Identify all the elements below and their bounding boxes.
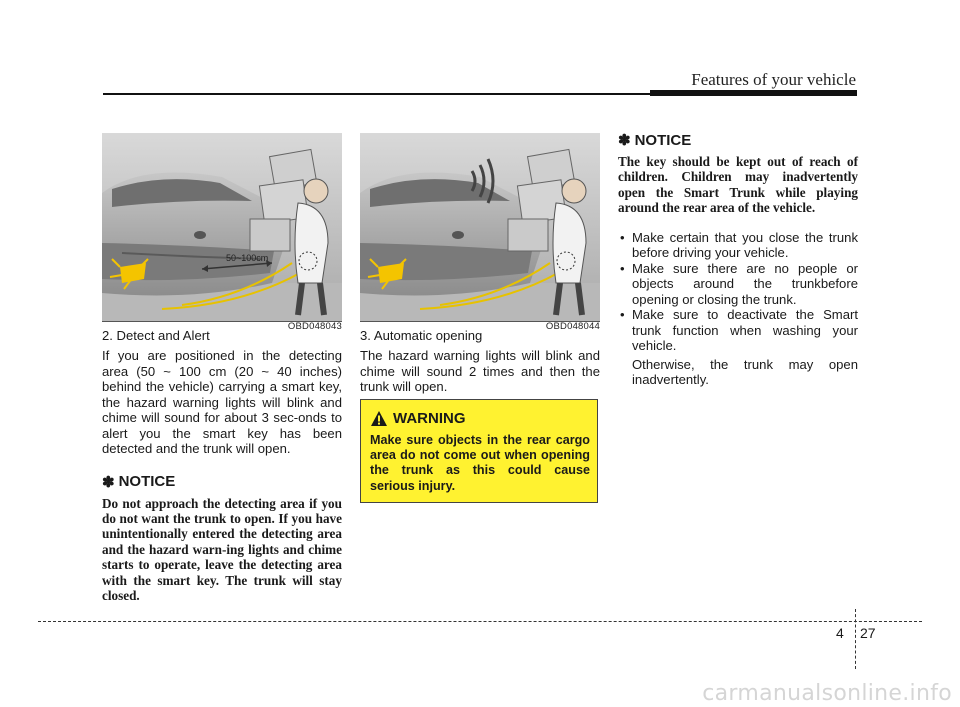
detect-alert-paragraph: If you are positioned in the detecting area (50 ~ 100 cm (20 ~ 40 inches) behind the vehicle) carrying a smart key, the hazard warning lights will blink and chime will sound for about 3 sec-onds to alert you the smart key has been detected and the trunk will open. xyxy=(102,348,342,456)
middle-column xyxy=(360,133,600,395)
notice-text: The key should be kept out of reach of children. Children may inadvertently open the Smart Trunk while playing around the rear area of the vehicle. xyxy=(618,154,858,216)
notice-heading xyxy=(618,131,858,149)
right-column xyxy=(618,131,858,388)
warning-triangle-icon xyxy=(371,411,387,426)
notice-title: NOTICE xyxy=(118,473,176,490)
warning-heading xyxy=(371,410,466,427)
list-item: • Make sure to deactivate the Smart trunk function when washing your vehicle. xyxy=(618,307,858,354)
continuation-text: Otherwise, the trunk may open inadvertently. xyxy=(632,356,858,388)
warning-box xyxy=(360,399,598,503)
footer-divider xyxy=(855,609,856,669)
chapter-number: 4 xyxy=(836,625,844,641)
notice-symbol: ✽ xyxy=(618,132,631,149)
notice-text: Do not approach the detecting area if you do not want the trunk to open. If you have unintentionally entered the detecting area and the hazard warn-ing lights and chime starts to operate, leave the detecting area with the smart key. The trunk will stay closed. xyxy=(102,495,342,603)
car-trunk-chime-illustration xyxy=(360,133,600,321)
notice-symbol: ✽ xyxy=(102,473,115,491)
precaution-list xyxy=(618,230,858,354)
car-rear-person-illustration xyxy=(102,133,342,321)
automatic-opening-illustration xyxy=(360,133,600,332)
footer-rule xyxy=(38,621,922,622)
page-number: 27 xyxy=(860,625,876,641)
left-column xyxy=(102,133,342,603)
page-header-title: Features of your vehicle xyxy=(691,70,856,89)
section-heading-automatic-opening: 3. Automatic opening xyxy=(360,328,483,343)
distance-label: 50~100cm xyxy=(226,253,269,263)
notice-heading xyxy=(102,473,342,491)
section-heading-detect-alert: 2. Detect and Alert xyxy=(102,328,210,343)
figure-code: OBD048043 xyxy=(287,321,342,332)
notice-title: NOTICE xyxy=(634,131,692,149)
warning-title: WARNING xyxy=(393,410,466,427)
header-rule-accent xyxy=(650,90,857,96)
list-item: • Make sure there are no people or objects around the trunkbefore opening or closing the trunk. xyxy=(618,261,858,308)
figure-code: OBD048044 xyxy=(545,321,600,332)
automatic-opening-paragraph: The hazard warning lights will blink and chime will sound 2 times and then the trunk will open. xyxy=(360,348,600,394)
watermark: carmanualsonline.info xyxy=(702,681,952,706)
list-item: • Make certain that you close the trunk before driving your vehicle. xyxy=(618,230,858,261)
detect-alert-illustration xyxy=(102,133,342,332)
warning-text: Make sure objects in the rear cargo area do not come out when opening the trunk as this could cause serious injury. xyxy=(370,433,590,493)
